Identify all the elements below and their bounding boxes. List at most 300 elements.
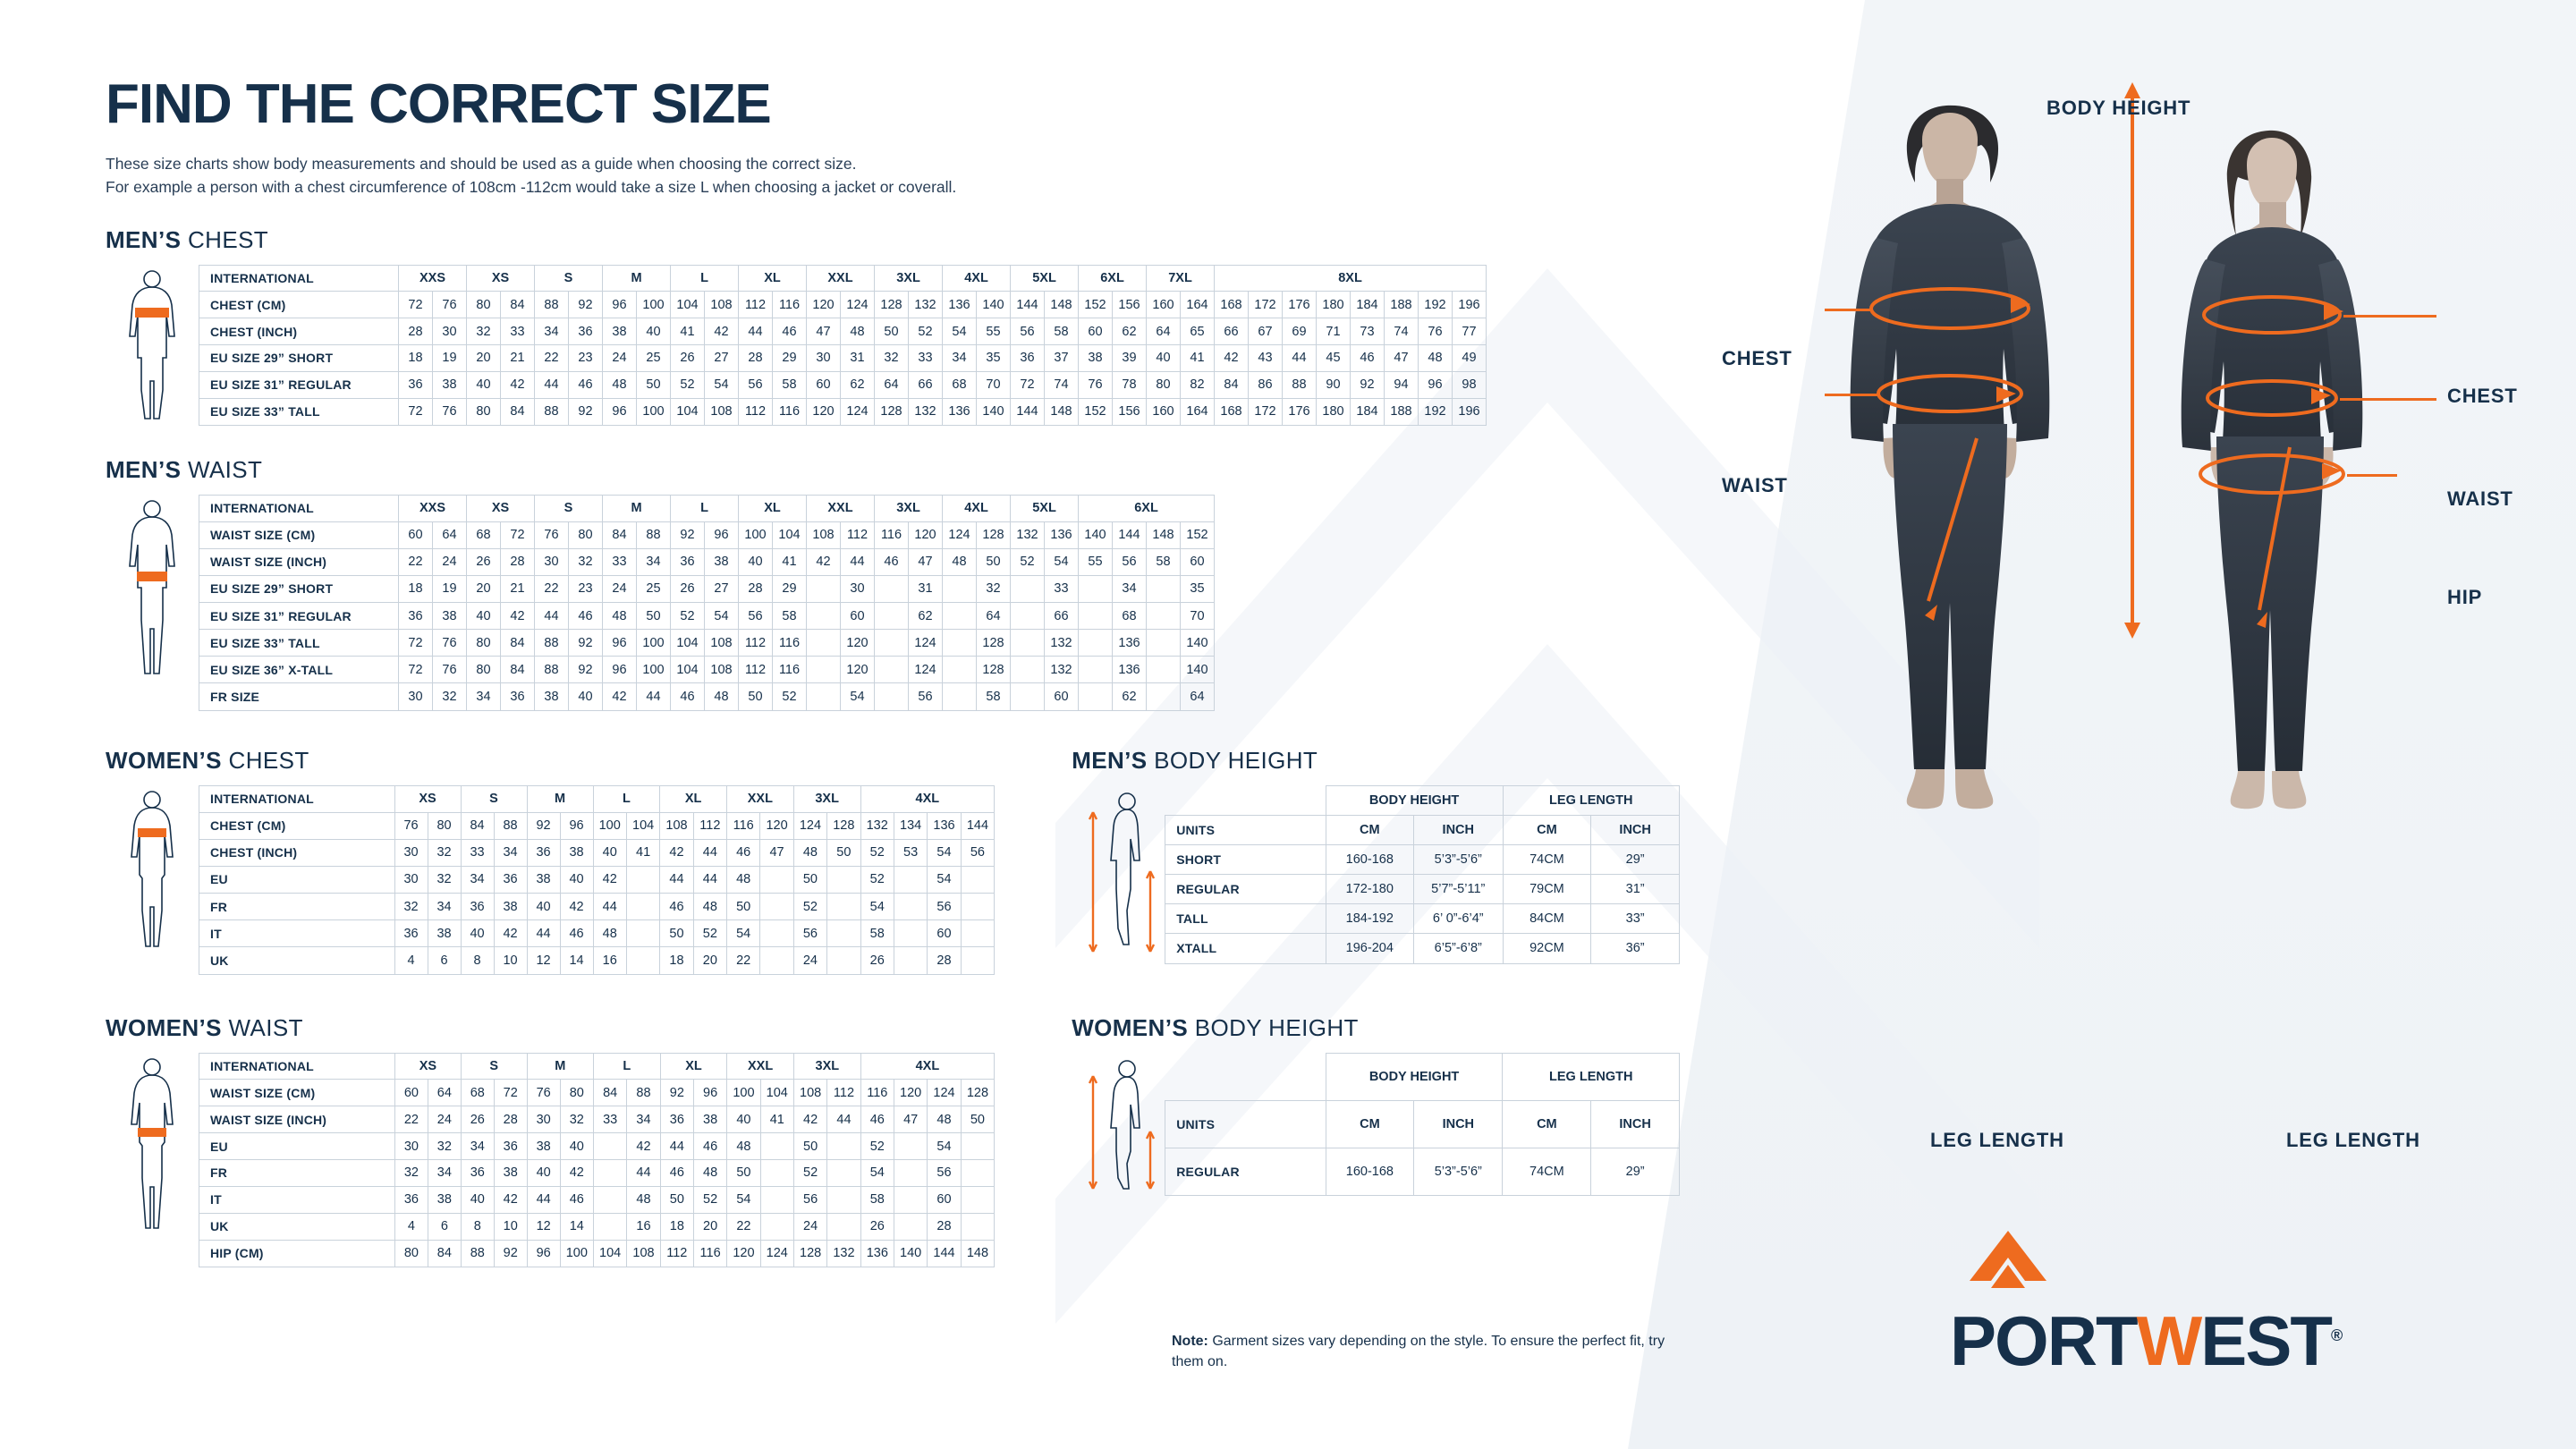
- column-header-size: M: [527, 1053, 593, 1080]
- table-cell: 116: [693, 1240, 726, 1267]
- table-cell: 46: [560, 1186, 593, 1213]
- table-cell: 54: [705, 371, 739, 398]
- column-header-international: INTERNATIONAL: [199, 785, 395, 812]
- table-cell: 116: [875, 521, 909, 548]
- table-cell: [894, 1133, 927, 1160]
- table-cell: 44: [1283, 344, 1317, 371]
- table-row: [199, 575, 1215, 602]
- table-cell: 92: [527, 812, 560, 839]
- table-cell: 70: [1181, 603, 1215, 630]
- table-cell: 40: [560, 866, 593, 893]
- table-cell: 50: [793, 866, 826, 893]
- table-cell: 5’3”-5’6”: [1414, 844, 1504, 874]
- table-cell: 132: [1011, 521, 1045, 548]
- table-cell: 108: [705, 630, 739, 657]
- row-label: IT: [199, 920, 395, 947]
- table-cell: 128: [875, 292, 909, 318]
- section-title-bold: WOMEN’S: [1072, 1013, 1189, 1041]
- table-cell: 54: [928, 839, 961, 866]
- section-title-bold: WOMEN’S: [106, 1013, 222, 1041]
- table-cell: 100: [560, 1240, 593, 1267]
- table-cell: [626, 920, 659, 947]
- table-cell: 76: [1079, 371, 1113, 398]
- table-cell: 76: [1419, 318, 1453, 345]
- table-cell: 94: [1385, 371, 1419, 398]
- table-cell: 76: [527, 1080, 560, 1106]
- column-header-size: 4XL: [860, 785, 995, 812]
- table-cell: 18: [399, 344, 433, 371]
- row-label: FR: [199, 1160, 395, 1187]
- table-cell: [626, 866, 659, 893]
- table-cell: 22: [399, 548, 433, 575]
- annotation-chest-left: CHEST: [1722, 347, 1792, 369]
- table-cell: 124: [909, 630, 943, 657]
- annotation-leg-length-left: LEG LENGTH: [1930, 1129, 2064, 1151]
- table-cell: 24: [433, 548, 467, 575]
- table-cell: 48: [943, 548, 977, 575]
- row-label: UK: [199, 947, 395, 974]
- table-cell: 29”: [1591, 844, 1680, 874]
- table-cell: 33: [603, 548, 637, 575]
- table-womens-height: [1165, 1053, 1680, 1196]
- table-cell: 176: [1283, 398, 1317, 425]
- table-cell: 58: [977, 683, 1011, 710]
- table-cell: 23: [569, 575, 603, 602]
- table-cell: 38: [527, 866, 560, 893]
- table-cell: 64: [428, 1080, 461, 1106]
- table-cell: 156: [1113, 398, 1147, 425]
- table-cell: 60: [1045, 683, 1079, 710]
- intro-line-2: For example a person with a chest circumference of 108cm -112cm would take a size L when choosing a jacket or coverall.: [106, 178, 957, 197]
- table-cell: [760, 1160, 793, 1187]
- table-cell: 33”: [1591, 904, 1680, 934]
- table-cell: 88: [637, 521, 671, 548]
- table-cell: 50: [637, 371, 671, 398]
- row-label: SHORT: [1165, 844, 1326, 874]
- table-cell: 26: [461, 1106, 494, 1133]
- table-cell: 192: [1419, 398, 1453, 425]
- table-cell: 52: [1011, 548, 1045, 575]
- table-cell: 120: [727, 1240, 760, 1267]
- table-cell: 128: [793, 1240, 826, 1267]
- table-cell: 4: [394, 947, 428, 974]
- table-cell: 20: [467, 344, 501, 371]
- column-header-international: INTERNATIONAL: [199, 495, 399, 521]
- annotation-waist-left: WAIST: [1722, 474, 1788, 496]
- table-cell: 42: [494, 920, 527, 947]
- table-cell: 132: [909, 398, 943, 425]
- table-cell: 28: [739, 575, 773, 602]
- table-cell: 60: [928, 1186, 961, 1213]
- table-cell: [593, 1133, 626, 1160]
- table-cell: 46: [875, 548, 909, 575]
- table-cell: 31”: [1591, 874, 1680, 903]
- table-cell: [1011, 575, 1045, 602]
- table-cell: [943, 683, 977, 710]
- table-cell: 144: [961, 812, 995, 839]
- table-cell: 92CM: [1503, 934, 1591, 963]
- table-cell: [626, 894, 659, 920]
- table-cell: 100: [727, 1080, 760, 1106]
- table-row: [199, 603, 1215, 630]
- table-cell: 80: [1147, 371, 1181, 398]
- table-cell: 48: [593, 920, 626, 947]
- table-cell: 56: [909, 683, 943, 710]
- row-label: REGULAR: [1165, 1148, 1326, 1195]
- table-cell: 140: [1181, 657, 1215, 683]
- table-cell: [1079, 575, 1113, 602]
- table-cell: 104: [671, 630, 705, 657]
- table-cell: 22: [727, 947, 760, 974]
- section-title-light: CHEST: [228, 746, 309, 774]
- table-cell: 132: [860, 812, 894, 839]
- table-cell: [807, 683, 841, 710]
- column-header: INCH: [1591, 815, 1680, 844]
- table-cell: [1147, 575, 1181, 602]
- table-cell: 50: [827, 839, 860, 866]
- table-row: [199, 839, 995, 866]
- table-cell: 60: [807, 371, 841, 398]
- table-cell: 31: [841, 344, 875, 371]
- table-cell: 8: [461, 1213, 494, 1240]
- table-cell: 140: [977, 398, 1011, 425]
- table-cell: 60: [841, 603, 875, 630]
- table-wrap-womens-chest: [106, 785, 995, 975]
- table-row: [199, 292, 1487, 318]
- table-cell: [943, 575, 977, 602]
- table-cell: 152: [1181, 521, 1215, 548]
- table-cell: 55: [977, 318, 1011, 345]
- table-cell: 54: [727, 1186, 760, 1213]
- table-cell: 46: [560, 920, 593, 947]
- table-cell: 32: [433, 683, 467, 710]
- leader-line-waist-left: [1825, 394, 1880, 396]
- table-cell: 48: [727, 1133, 760, 1160]
- row-label: EU SIZE 31” REGULAR: [199, 603, 399, 630]
- table-cell: 20: [693, 1213, 726, 1240]
- table-cell: [894, 866, 927, 893]
- table-cell: 172: [1249, 292, 1283, 318]
- table-cell: 84: [593, 1080, 626, 1106]
- table-cell: 148: [1045, 292, 1079, 318]
- table-cell: 120: [894, 1080, 927, 1106]
- table-cell: 96: [693, 1080, 726, 1106]
- table-cell: 112: [827, 1080, 860, 1106]
- table-cell: 54: [943, 318, 977, 345]
- table-cell: 92: [660, 1080, 693, 1106]
- column-header-size: L: [593, 785, 660, 812]
- table-cell: 8: [461, 947, 494, 974]
- table-mens-height: [1165, 785, 1680, 964]
- charts-column: [106, 73, 1680, 1267]
- table-cell: 164: [1181, 292, 1215, 318]
- table-cell: 14: [560, 947, 593, 974]
- table-cell: 80: [467, 398, 501, 425]
- table-cell: 88: [494, 812, 527, 839]
- table-cell: 49: [1453, 344, 1487, 371]
- table-cell: [961, 1133, 995, 1160]
- table-cell: 33: [501, 318, 535, 345]
- table-cell: [875, 657, 909, 683]
- table-cell: 104: [671, 398, 705, 425]
- table-cell: 124: [793, 812, 826, 839]
- table-cell: 24: [603, 575, 637, 602]
- table-cell: [894, 947, 927, 974]
- leader-line-chest-right: [2343, 315, 2436, 318]
- table-cell: 68: [461, 1080, 494, 1106]
- table-cell: 108: [705, 292, 739, 318]
- table-cell: [1147, 630, 1181, 657]
- table-cell: 67: [1249, 318, 1283, 345]
- spacer-cell: [1165, 785, 1326, 815]
- table-cell: 184: [1351, 398, 1385, 425]
- table-row: [199, 1240, 995, 1267]
- group-header: BODY HEIGHT: [1326, 1053, 1503, 1100]
- table-cell: 62: [1113, 318, 1147, 345]
- table-row: [199, 812, 995, 839]
- table-cell: 192: [1419, 292, 1453, 318]
- table-cell: 43: [1249, 344, 1283, 371]
- footnote-label: Note:: [1172, 1334, 1208, 1349]
- table-cell: 20: [693, 947, 726, 974]
- row-label: HIP (CM): [199, 1240, 395, 1267]
- table-cell: 60: [928, 920, 961, 947]
- table-cell: 80: [467, 657, 501, 683]
- table-mens-chest: [199, 265, 1487, 426]
- table-cell: 74CM: [1503, 844, 1591, 874]
- table-cell: 112: [739, 398, 773, 425]
- table-row: [1165, 1148, 1680, 1195]
- table-cell: 44: [535, 603, 569, 630]
- table-cell: [760, 947, 793, 974]
- table-cell: 54: [1045, 548, 1079, 575]
- table-cell: 54: [928, 1133, 961, 1160]
- table-cell: 52: [693, 920, 726, 947]
- table-cell: 46: [660, 1160, 693, 1187]
- table-cell: 18: [660, 1213, 693, 1240]
- table-cell: 140: [1181, 630, 1215, 657]
- table-cell: 140: [977, 292, 1011, 318]
- table-cell: [807, 575, 841, 602]
- table-cell: 54: [841, 683, 875, 710]
- table-row: [1165, 934, 1680, 963]
- table-cell: 44: [593, 894, 626, 920]
- table-cell: 24: [428, 1106, 461, 1133]
- table-cell: 132: [909, 292, 943, 318]
- table-row: [199, 630, 1215, 657]
- figure-mens-waist: [106, 495, 199, 711]
- column-header-size: 6XL: [1079, 495, 1215, 521]
- model-photo-area: [1771, 54, 2540, 1118]
- table-cell: 40: [560, 1133, 593, 1160]
- table-cell: 38: [535, 683, 569, 710]
- table-cell: 84CM: [1503, 904, 1591, 934]
- table-cell: 128: [977, 657, 1011, 683]
- column-header: CM: [1503, 815, 1591, 844]
- table-cell: 26: [860, 947, 894, 974]
- table-cell: [1079, 630, 1113, 657]
- leader-line-hip-right: [2347, 474, 2397, 477]
- section-title-light: WAIST: [228, 1013, 303, 1041]
- column-header-size: 6XL: [1079, 265, 1147, 292]
- table-row: [199, 894, 995, 920]
- intro-text: [106, 152, 1680, 199]
- table-cell: 92: [569, 630, 603, 657]
- table-cell: 112: [739, 630, 773, 657]
- table-row: [199, 866, 995, 893]
- table-row: [199, 521, 1215, 548]
- table-cell: 72: [494, 1080, 527, 1106]
- table-cell: 148: [961, 1240, 995, 1267]
- table-cell: [593, 1213, 626, 1240]
- row-label: EU SIZE 31” REGULAR: [199, 371, 399, 398]
- table-cell: 36: [394, 920, 428, 947]
- table-cell: 50: [660, 1186, 693, 1213]
- table-cell: 104: [593, 1240, 626, 1267]
- table-cell: 40: [1147, 344, 1181, 371]
- table-cell: 54: [928, 866, 961, 893]
- table-cell: [894, 920, 927, 947]
- table-cell: 25: [637, 344, 671, 371]
- row-label: IT: [199, 1186, 395, 1213]
- row-label: EU SIZE 33” TALL: [199, 398, 399, 425]
- table-cell: 56: [739, 603, 773, 630]
- table-cell: 33: [461, 839, 494, 866]
- table-cell: 128: [977, 630, 1011, 657]
- table-cell: 124: [943, 521, 977, 548]
- annotation-body-height: BODY HEIGHT: [2046, 97, 2191, 119]
- table-cell: 22: [535, 344, 569, 371]
- column-header-size: 4XL: [860, 1053, 995, 1080]
- table-cell: 40: [527, 894, 560, 920]
- table-cell: 50: [739, 683, 773, 710]
- table-cell: 38: [433, 371, 467, 398]
- table-cell: 30: [433, 318, 467, 345]
- table-cell: 120: [760, 812, 793, 839]
- section-title-mens-chest: [106, 226, 1680, 254]
- table-cell: 92: [569, 292, 603, 318]
- table-cell: [593, 1186, 626, 1213]
- table-cell: 12: [527, 1213, 560, 1240]
- table-cell: [875, 603, 909, 630]
- table-cell: 42: [560, 1160, 593, 1187]
- table-cell: 60: [399, 521, 433, 548]
- row-label: FR SIZE: [199, 683, 399, 710]
- table-cell: 28: [928, 947, 961, 974]
- table-cell: 48: [603, 603, 637, 630]
- table-cell: 136: [943, 292, 977, 318]
- table-cell: 120: [841, 657, 875, 683]
- column-header-size: L: [671, 265, 739, 292]
- table-row: [199, 1186, 995, 1213]
- table-cell: [961, 1213, 995, 1240]
- table-cell: 30: [807, 344, 841, 371]
- table-cell: 108: [660, 812, 693, 839]
- column-header-size: 5XL: [1011, 495, 1079, 521]
- models-illustration: [1771, 54, 2540, 1118]
- table-cell: 52: [793, 1160, 826, 1187]
- table-cell: 36: [394, 1186, 428, 1213]
- table-cell: 78: [1113, 371, 1147, 398]
- table-cell: 120: [841, 630, 875, 657]
- table-cell: 134: [894, 812, 927, 839]
- table-cell: 120: [807, 292, 841, 318]
- table-cell: 120: [909, 521, 943, 548]
- table-cell: [827, 1133, 860, 1160]
- table-cell: 10: [494, 947, 527, 974]
- table-cell: 64: [433, 521, 467, 548]
- table-cell: 44: [660, 1133, 693, 1160]
- table-cell: 136: [1113, 657, 1147, 683]
- table-cell: 60: [1181, 548, 1215, 575]
- table-cell: 6: [428, 1213, 461, 1240]
- table-cell: 56: [1113, 548, 1147, 575]
- brand-part1: PORT: [1950, 1301, 2137, 1380]
- table-cell: 32: [875, 344, 909, 371]
- table-cell: 38: [560, 839, 593, 866]
- table-cell: [894, 894, 927, 920]
- table-cell: 152: [1079, 292, 1113, 318]
- table-cell: 40: [727, 1106, 760, 1133]
- table-cell: [875, 683, 909, 710]
- table-cell: 44: [693, 866, 726, 893]
- table-cell: 72: [501, 521, 535, 548]
- table-cell: 100: [637, 657, 671, 683]
- table-cell: [961, 894, 995, 920]
- table-cell: 14: [560, 1213, 593, 1240]
- table-cell: 47: [894, 1106, 927, 1133]
- table-cell: 92: [671, 521, 705, 548]
- table-cell: 42: [1215, 344, 1249, 371]
- table-cell: 160-168: [1326, 844, 1413, 874]
- spacer-cell: [1165, 1053, 1326, 1100]
- table-cell: 108: [705, 657, 739, 683]
- table-cell: 32: [569, 548, 603, 575]
- table-cell: 29: [773, 575, 807, 602]
- table-cell: 27: [705, 575, 739, 602]
- table-cell: 45: [1317, 344, 1351, 371]
- brand-part3: EST: [2200, 1301, 2331, 1380]
- table-cell: 21: [501, 575, 535, 602]
- table-cell: 52: [860, 839, 894, 866]
- table-cell: 80: [467, 630, 501, 657]
- table-cell: [943, 657, 977, 683]
- table-cell: [961, 1186, 995, 1213]
- row-label: WAIST SIZE (CM): [199, 1080, 395, 1106]
- table-cell: 42: [793, 1106, 826, 1133]
- table-cell: 5’7”-5’11”: [1414, 874, 1504, 903]
- table-cell: [1011, 657, 1045, 683]
- table-cell: 58: [773, 603, 807, 630]
- table-cell: 100: [593, 812, 626, 839]
- table-cell: 30: [394, 866, 428, 893]
- table-cell: 52: [671, 371, 705, 398]
- row-label: REGULAR: [1165, 874, 1326, 903]
- table-cell: 80: [428, 812, 461, 839]
- table-cell: 72: [399, 398, 433, 425]
- table-cell: 29: [773, 344, 807, 371]
- table-cell: 50: [637, 603, 671, 630]
- table-cell: 34: [637, 548, 671, 575]
- table-cell: 42: [627, 1133, 660, 1160]
- table-cell: 58: [860, 1186, 894, 1213]
- table-cell: 46: [860, 1106, 894, 1133]
- table-cell: 68: [943, 371, 977, 398]
- annotation-leg-length-right: LEG LENGTH: [2286, 1129, 2420, 1151]
- table-cell: 84: [1215, 371, 1249, 398]
- table-cell: 56: [928, 894, 961, 920]
- table-cell: 132: [1045, 630, 1079, 657]
